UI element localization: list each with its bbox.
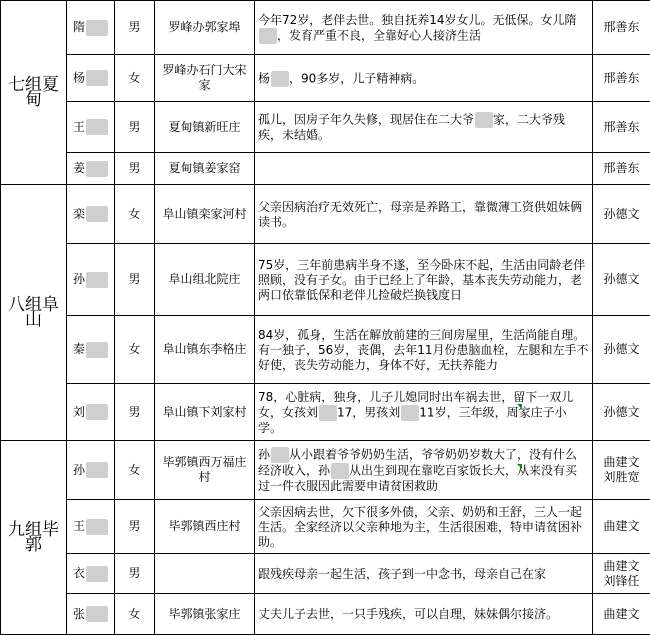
situation-description bbox=[255, 554, 593, 594]
student-name bbox=[67, 594, 115, 635]
redacted-name-blur bbox=[319, 405, 337, 421]
description-text: 84岁，孤身，生活在解放前建的三间房屋里，生活尚能自理。有一独子，56岁，丧偶，去年11月份患脑血栓，左腿和左手不好使，丧失劳动能力，身体不好，无扶养能力 bbox=[258, 328, 589, 372]
gender: 男 bbox=[115, 244, 155, 316]
redacted-name-blur bbox=[86, 70, 108, 86]
table-row bbox=[1, 102, 650, 153]
address: 罗峰办郭家埠 bbox=[155, 1, 255, 55]
gender: 男 bbox=[115, 153, 155, 185]
description-text: 跟残疾母亲一起生活，孩子到一中念书，母亲自己在家 bbox=[258, 567, 546, 581]
student-name bbox=[67, 244, 115, 316]
table-row bbox=[1, 594, 650, 635]
table-body bbox=[1, 1, 650, 635]
description-text: 从出生到现在靠吃百家饭长大，从来没有买过一件衣服因此需要申请贫困救助 bbox=[258, 464, 577, 494]
student-name-text: 隋 bbox=[73, 20, 85, 35]
gender: 女 bbox=[115, 441, 155, 500]
student-name-text: 张 bbox=[73, 607, 85, 622]
student-name-text: 杨 bbox=[73, 71, 85, 86]
student-name-text: 孙 bbox=[73, 463, 85, 478]
address: 罗峰办石门大宋家 bbox=[155, 55, 255, 102]
gender: 女 bbox=[115, 316, 155, 384]
student-name bbox=[67, 102, 115, 153]
contact-person: 孙德文 bbox=[593, 316, 650, 384]
student-name-text: 秦 bbox=[73, 342, 85, 357]
situation-description bbox=[255, 153, 593, 185]
description-text: ，90多岁，儿子精神病。 bbox=[289, 71, 424, 85]
redacted-name-blur bbox=[86, 206, 108, 222]
contact-person: 曲建文 bbox=[593, 594, 650, 635]
situation-description bbox=[255, 384, 593, 441]
description-text: 78，心脏病，独身，儿子儿媳同时出车祸去世，留下一双儿女，女孩刘 bbox=[258, 390, 573, 420]
student-name bbox=[67, 500, 115, 554]
description-text: 17，男孩刘 bbox=[337, 405, 400, 419]
student-name-text: 栾 bbox=[73, 207, 85, 222]
redacted-name-blur bbox=[86, 566, 108, 582]
redacted-name-blur bbox=[86, 119, 108, 135]
redacted-name-blur bbox=[86, 20, 108, 36]
student-name-text: 王 bbox=[73, 519, 85, 534]
redacted-name-blur bbox=[86, 342, 108, 358]
student-name bbox=[67, 55, 115, 102]
gender: 女 bbox=[115, 55, 155, 102]
contact-person: 邢善东 bbox=[593, 102, 650, 153]
description-text: 杨 bbox=[258, 71, 270, 85]
gender: 男 bbox=[115, 1, 155, 55]
student-name-text: 孙 bbox=[73, 272, 85, 287]
address: 阜山镇栾家河村 bbox=[155, 185, 255, 244]
contact-person: 孙德文 bbox=[593, 384, 650, 441]
table-row bbox=[1, 316, 650, 384]
contact-person: 曲建文 bbox=[593, 500, 650, 554]
group-name: 七组夏甸 bbox=[1, 1, 67, 185]
contact-person: 孙德文 bbox=[593, 244, 650, 316]
redacted-name-blur bbox=[259, 28, 277, 44]
student-name bbox=[67, 153, 115, 185]
gender: 男 bbox=[115, 500, 155, 554]
gender: 男 bbox=[115, 554, 155, 594]
table-row bbox=[1, 441, 650, 500]
table-row bbox=[1, 500, 650, 554]
student-name-text: 刘 bbox=[73, 405, 85, 420]
description-text: 今年72岁，老伴去世。独自抚养14岁女儿。无低保。女儿隋 bbox=[258, 13, 577, 27]
group-name: 八组阜山 bbox=[1, 185, 67, 441]
redacted-name-blur bbox=[271, 447, 289, 463]
table-row bbox=[1, 244, 650, 316]
table-row bbox=[1, 153, 650, 185]
student-name-text: 王 bbox=[73, 120, 85, 135]
group-name: 九组毕郭 bbox=[1, 441, 67, 635]
situation-description bbox=[255, 102, 593, 153]
redacted-name-blur bbox=[86, 161, 108, 177]
contact-person: 邢善东 bbox=[593, 153, 650, 185]
table-row bbox=[1, 1, 650, 55]
address: 夏甸镇新旺庄 bbox=[155, 102, 255, 153]
student-name bbox=[67, 441, 115, 500]
address: 阜山镇东李格庄 bbox=[155, 316, 255, 384]
student-name-text: 衣 bbox=[73, 566, 85, 581]
situation-description bbox=[255, 1, 593, 55]
description-text: 孙 bbox=[258, 448, 270, 462]
situation-description bbox=[255, 594, 593, 635]
situation-description bbox=[255, 500, 593, 554]
contact-person: 邢善东 bbox=[593, 55, 650, 102]
address: 毕郭镇西万福庄村 bbox=[155, 441, 255, 500]
description-text: 11岁，三年级，周家庄子小学。 bbox=[258, 405, 567, 435]
description-text: 75岁，三年前患病半身不遂，至今卧床不起，生活由同龄老伴照顾，没有子女。由于已经上了年龄，基本丧失劳动能力，老两口依靠低保和老伴儿捡破烂换钱度日 bbox=[258, 258, 585, 302]
description-text: 父亲因病去世，欠下很多外债，父亲、奶奶和王舒，三人一起生活。全家经济以父亲种地为主，生活很困难，特申请贫困补助。 bbox=[258, 505, 582, 549]
address: 阜山镇下刘家村 bbox=[155, 384, 255, 441]
address: 毕郭镇西庄村 bbox=[155, 500, 255, 554]
address: 毕郭镇张家庄 bbox=[155, 594, 255, 635]
contact-person: 曲建文 刘锋任 bbox=[593, 554, 650, 594]
description-text: 父亲因病治疗无效死亡，母亲是养路工，靠微薄工资供姐妹俩读书。 bbox=[258, 200, 582, 229]
table-row bbox=[1, 384, 650, 441]
contact-person: 曲建文 刘胜宽 bbox=[593, 441, 650, 500]
address bbox=[155, 554, 255, 594]
gender: 男 bbox=[115, 102, 155, 153]
redacted-name-blur bbox=[401, 405, 419, 421]
table-row bbox=[1, 55, 650, 102]
redacted-name-blur bbox=[86, 519, 108, 535]
situation-description bbox=[255, 244, 593, 316]
gender: 女 bbox=[115, 594, 155, 635]
student-name bbox=[67, 185, 115, 244]
table-row bbox=[1, 554, 650, 594]
comment-marker bbox=[517, 404, 522, 409]
contact-person: 孙德文 bbox=[593, 185, 650, 244]
student-name-text: 姜 bbox=[73, 161, 85, 176]
description-text: 孤儿，因房子年久失修，现居住在二大爷 bbox=[258, 113, 474, 127]
address: 阜山组北院庄 bbox=[155, 244, 255, 316]
gender: 男 bbox=[115, 384, 155, 441]
description-text: 丈夫儿子去世，一只手残疾，可以自理，妹妹偶尔接济。 bbox=[258, 607, 558, 621]
student-name bbox=[67, 316, 115, 384]
situation-description bbox=[255, 55, 593, 102]
redacted-name-blur bbox=[331, 463, 349, 479]
redacted-name-blur bbox=[475, 112, 493, 128]
student-name bbox=[67, 1, 115, 55]
description-text: 家，二大爷残疾，未结婚。 bbox=[258, 113, 565, 143]
redacted-name-blur bbox=[86, 272, 108, 288]
gender: 女 bbox=[115, 185, 155, 244]
comment-marker bbox=[517, 464, 522, 469]
redacted-name-blur bbox=[86, 404, 108, 420]
situation-description bbox=[255, 316, 593, 384]
address: 夏甸镇姜家窑 bbox=[155, 153, 255, 185]
contact-person: 邢善东 bbox=[593, 1, 650, 55]
situation-description bbox=[255, 185, 593, 244]
redacted-name-blur bbox=[86, 606, 108, 622]
description-text: ，发育严重不良，全靠好心人接济生活 bbox=[277, 28, 481, 42]
description-text: 从小跟着爷爷奶奶生活，爷爷奶奶岁数大了，没有什么经济收入，孙 bbox=[258, 448, 577, 478]
redacted-name-blur bbox=[271, 71, 289, 87]
student-name bbox=[67, 554, 115, 594]
redacted-name-blur bbox=[86, 462, 108, 478]
student-name bbox=[67, 384, 115, 441]
situation-description bbox=[255, 441, 593, 500]
table-row bbox=[1, 185, 650, 244]
